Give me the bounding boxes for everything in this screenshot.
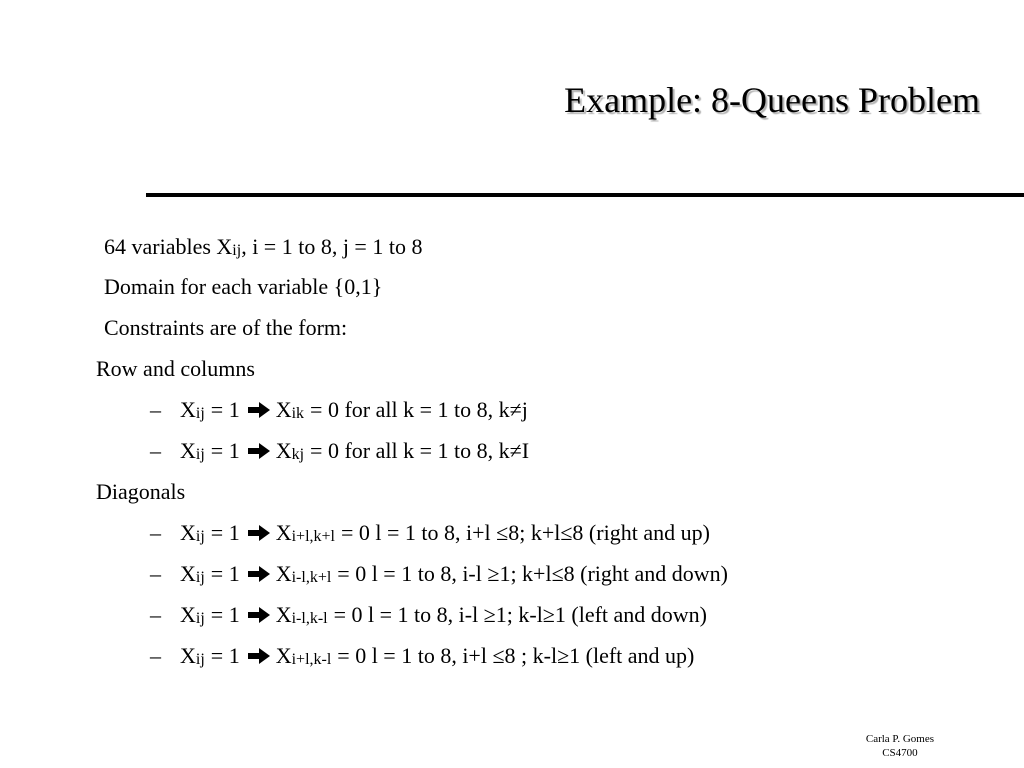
diagonals-heading: Diagonals: [96, 479, 186, 504]
var-subscript: ij: [195, 569, 205, 586]
right-arrow-icon: [246, 605, 272, 625]
bullet-dash: –: [150, 438, 161, 463]
var-subscript: ij: [195, 405, 205, 422]
constraint-rest: = 0 for all k = 1 to 8, k≠I: [310, 438, 530, 463]
var-subscript: i-l,k+l: [291, 569, 332, 586]
constraint-rest: = 0 l = 1 to 8, i-l ≥1; k+l≤8 (right and down): [337, 561, 729, 586]
constraint-rest: = 0 l = 1 to 8, i-l ≥1; k-l≥1 (left and down): [333, 602, 708, 627]
variables-line: [104, 232, 422, 265]
var-x: X: [180, 397, 196, 422]
constraint-rest: = 0 l = 1 to 8, i+l ≤8; k+l≤8 (right and up): [340, 520, 710, 545]
var-x: X: [180, 438, 196, 463]
right-arrow-icon: [246, 564, 272, 584]
diag-constraint-3: [150, 600, 708, 633]
var-x: X: [275, 561, 292, 586]
var-x: X: [275, 602, 292, 627]
right-arrow-icon: [246, 400, 272, 420]
equals-one: = 1: [210, 520, 240, 545]
diag-constraint-1: [150, 518, 710, 551]
var-subscript: ij: [195, 446, 205, 463]
row-constraint-2: [150, 436, 530, 469]
footer-course: CS4700: [882, 747, 918, 759]
equals-one: = 1: [210, 561, 240, 586]
rows-columns-heading: Row and columns: [96, 356, 255, 381]
footer-author: Carla P. Gomes: [865, 733, 934, 745]
var-subscript: ik: [291, 405, 305, 422]
diag-constraint-4: [150, 641, 695, 674]
var-x: X: [275, 520, 292, 545]
diag-constraint-2: [150, 559, 729, 592]
constraint-rest: = 0 for all k = 1 to 8, k≠j: [310, 397, 528, 422]
bullet-dash: –: [150, 643, 161, 668]
bullet-dash: –: [150, 397, 161, 422]
equals-one: = 1: [210, 602, 240, 627]
variables-range: , i = 1 to 8, j = 1 to 8: [241, 234, 423, 259]
equals-one: = 1: [210, 438, 240, 463]
var-subscript: i+l,k-l: [291, 651, 332, 668]
bullet-dash: –: [150, 561, 161, 586]
right-arrow-icon: [246, 523, 272, 543]
domain-line: Domain for each variable {0,1}: [104, 274, 383, 299]
bullet-dash: –: [150, 602, 161, 627]
constraint-rest: = 0 l = 1 to 8, i+l ≤8 ; k-l≥1 (left and up): [337, 643, 695, 668]
var-x: X: [180, 643, 196, 668]
var-subscript: ij: [195, 610, 205, 627]
var-subscript: ij: [195, 528, 205, 545]
var-subscript: kj: [291, 446, 305, 463]
equals-one: = 1: [210, 397, 240, 422]
var-subscript: i-l,k-l: [291, 610, 328, 627]
var-x: X: [275, 438, 292, 463]
constraints-line: Constraints are of the form:: [104, 315, 348, 340]
right-arrow-icon: [246, 441, 272, 461]
equals-one: = 1: [210, 643, 240, 668]
slide-footer: [866, 732, 934, 760]
bullet-dash: –: [150, 520, 161, 545]
var-x: X: [180, 520, 196, 545]
slide-title: Example: 8-Queens Problem: [564, 80, 980, 120]
var-x: X: [275, 643, 292, 668]
variables-subscript: ij: [232, 242, 242, 259]
variables-text: 64 variables X: [104, 234, 233, 259]
var-subscript: i+l,k+l: [291, 528, 335, 545]
row-constraint-1: [150, 395, 528, 428]
right-arrow-icon: [246, 646, 272, 666]
var-x: X: [180, 561, 196, 586]
var-x: X: [180, 602, 196, 627]
var-subscript: ij: [195, 651, 205, 668]
var-x: X: [275, 397, 292, 422]
